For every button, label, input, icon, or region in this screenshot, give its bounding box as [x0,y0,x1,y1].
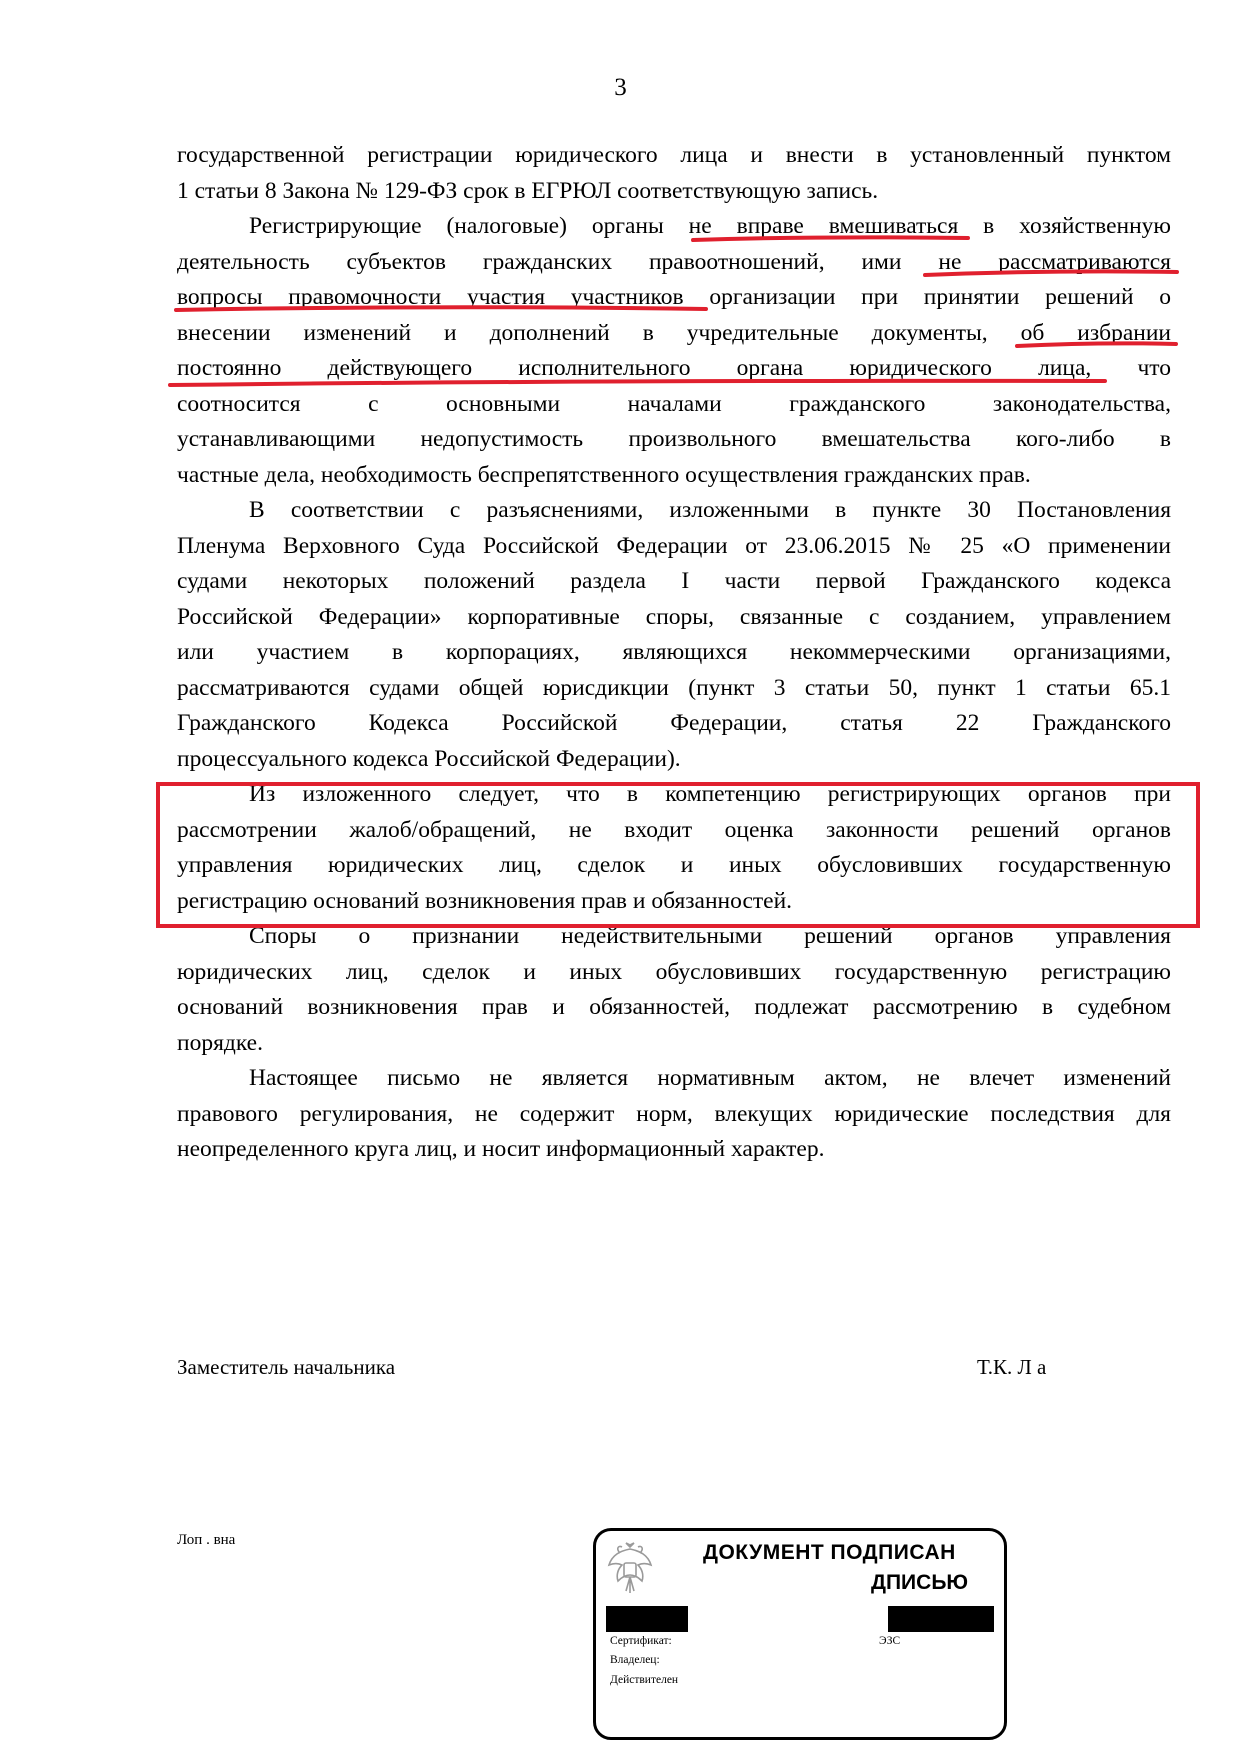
text-line: правового регулирования, не содержит норм, влекущих юридические последствия для [177,1100,1171,1127]
text-line: рассматриваются судами общей юрисдикции (пункт 3 статьи 50, пункт 1 статьи 65.1 [177,674,1171,701]
text-line: или участием в корпорациях, являющихся некоммерческими организациями, [177,639,1171,665]
text-line: юридических лиц, сделок и иных обусловивших государственную регистрацию [177,958,1171,985]
text-line: рассмотрении жалоб/обращений, не входит оценка законности решений органов [177,816,1171,843]
text-line: В соответствии с разъяснениями, изложенными в пункте 30 Постановления [249,497,1171,523]
text-line: управления юридических лиц, сделок и иных обусловивших государственную [177,852,1171,878]
signatory-title: Заместитель начальника [177,1355,396,1379]
valid-label: Действителен [610,1674,679,1686]
text-line: постоянно действующего исполнительного органа юридического лица, что [177,355,1171,381]
text-line: Российской Федерации» корпоративные споры, связанные с созданием, управлением [177,603,1171,630]
redaction-bar [888,1606,994,1632]
text-line: соотносится с основными началами гражданского законодательства, [177,390,1171,417]
text-line: Пленума Верховного Суда Российской Федерации от 23.06.2015 № 25 «О применении [177,532,1171,559]
coat-of-arms-icon [606,1541,654,1597]
owner-label: Владелец: [610,1654,660,1666]
text-line: государственной регистрации юридического лица и внести в установленный пунктом [177,142,1171,168]
text-line: Гражданского Кодекса Российской Федерации, статья 22 Гражданского [177,710,1171,736]
text-line: деятельность субъектов гражданских правоотношений, ими не рассматриваются [177,248,1171,275]
redaction-bar [606,1606,688,1632]
text-line: Настоящее письмо не является нормативным актом, не влечет изменений [249,1065,1171,1091]
e-signature-stamp [593,1528,1007,1740]
certificate-label: Сертификат: [610,1635,672,1647]
page-number: 3 [614,74,627,101]
text-line: неопределенного круга лиц, и носит информационный характер. [177,1136,825,1162]
text-line: порядке. [177,1029,263,1056]
text-line: частные дела, необходимость беспрепятственного осуществления гражданских прав. [177,461,1031,488]
stamp-heading-2: ДПИСЬЮ [871,1571,969,1594]
stamp-heading: ДОКУМЕНТ ПОДПИСАН [703,1541,956,1564]
certificate-fragment: ЭЗС [879,1635,901,1647]
signatory-name: Т.К. Л а [977,1355,1047,1379]
text-line: оснований возникновения прав и обязанностей, подлежат рассмотрению в судебном [177,994,1171,1020]
text-line: вопросы правомочности участия участников организации при принятии решений о [177,284,1171,310]
text-line: процессуального кодекса Российской Федерации). [177,745,681,772]
text-line: Из изложенного следует, что в компетенцию регистрирующих органов при [249,781,1171,807]
text-line: 1 статьи 8 Закона № 129-ФЗ срок в ЕГРЮЛ соответствующую запись. [177,177,879,204]
text-line: устанавливающими недопустимость произвольного вмешательства кого-либо в [177,426,1171,452]
letter-body [177,138,1171,1168]
executor-name: Лоп . вна [177,1532,236,1548]
text-line: судами некоторых положений раздела I части первой Гражданского кодекса [177,568,1171,594]
text-line: регистрацию оснований возникновения прав и обязанностей. [177,887,793,914]
text-line: внесении изменений и дополнений в учредительные документы, об избрании [177,319,1171,346]
text-line: Споры о признании недействительными решений органов управления [249,923,1171,949]
text-line: Регистрирующие (налоговые) органы не вправе вмешиваться в хозяйственную [249,213,1171,239]
